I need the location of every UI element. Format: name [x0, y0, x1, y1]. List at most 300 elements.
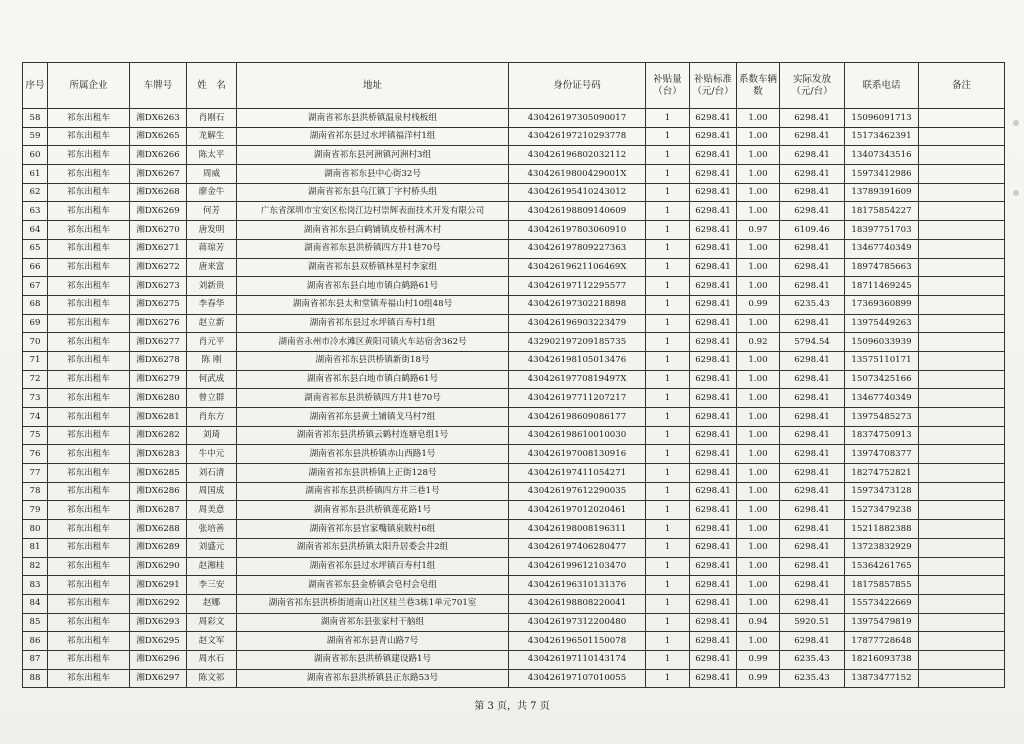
- table-row: [23, 277, 1005, 296]
- address-cell: 湖南省祁东县中心街32号: [237, 165, 509, 184]
- remark-cell: [919, 146, 1005, 165]
- table-row: [23, 202, 1005, 221]
- company-cell: 祁东出租车: [48, 202, 130, 221]
- subsidy-standard-cell: 6298.41: [690, 333, 737, 352]
- seq-cell: 82: [23, 557, 48, 576]
- phone-cell: 18274752821: [845, 464, 919, 483]
- id-number-cell: 432902197209185735: [509, 333, 646, 352]
- actual-payment-cell: 6298.41: [780, 314, 845, 333]
- coefficient-cell: 1.00: [737, 408, 780, 427]
- id-number-cell: 430426197210293778: [509, 127, 646, 146]
- remark-cell: [919, 221, 1005, 240]
- subsidy-qty-cell: 1: [646, 576, 690, 595]
- subsidy-qty-cell: 1: [646, 295, 690, 314]
- company-cell: 祁东出租车: [48, 482, 130, 501]
- phone-cell: 18374750913: [845, 426, 919, 445]
- company-cell: 祁东出租车: [48, 426, 130, 445]
- coefficient-cell: 1.00: [737, 557, 780, 576]
- address-cell: 湖南省祁东县洪桥镇云鹤村连塘皂组1号: [237, 426, 509, 445]
- table-row: [23, 333, 1005, 352]
- coefficient-cell: 1.00: [737, 632, 780, 651]
- remark-cell: [919, 202, 1005, 221]
- phone-cell: 18175854227: [845, 202, 919, 221]
- coefficient-cell: 1.00: [737, 109, 780, 128]
- header-seq: 序号: [23, 63, 48, 109]
- address-cell: 湖南省祁东县洪桥镇四方井1巷70号: [237, 389, 509, 408]
- subsidy-qty-cell: 1: [646, 520, 690, 539]
- subsidy-qty-cell: 1: [646, 482, 690, 501]
- table-row: [23, 613, 1005, 632]
- actual-payment-cell: 6298.41: [780, 520, 845, 539]
- actual-payment-cell: 6298.41: [780, 202, 845, 221]
- plate-cell: 湘DX6263: [130, 109, 187, 128]
- coefficient-cell: 1.00: [737, 351, 780, 370]
- table-row: [23, 482, 1005, 501]
- header-actual-payment: 实际发放（元/台）: [780, 63, 845, 109]
- actual-payment-cell: 6298.41: [780, 482, 845, 501]
- id-number-cell: 430426198809140609: [509, 202, 646, 221]
- phone-cell: 15973412986: [845, 165, 919, 184]
- table-row: [23, 165, 1005, 184]
- remark-cell: [919, 576, 1005, 595]
- phone-cell: 18216093738: [845, 650, 919, 669]
- table-row: [23, 146, 1005, 165]
- actual-payment-cell: 6109.46: [780, 221, 845, 240]
- actual-payment-cell: 6298.41: [780, 146, 845, 165]
- company-cell: 祁东出租车: [48, 520, 130, 539]
- coefficient-cell: 1.00: [737, 258, 780, 277]
- subsidy-standard-cell: 6298.41: [690, 632, 737, 651]
- id-number-cell: 430426197612290035: [509, 482, 646, 501]
- id-number-cell: 430426197110143174: [509, 650, 646, 669]
- subsidy-qty-cell: 1: [646, 445, 690, 464]
- subsidy-qty-cell: 1: [646, 464, 690, 483]
- id-number-cell: 430426197406280477: [509, 538, 646, 557]
- subsidy-qty-cell: 1: [646, 258, 690, 277]
- subsidy-qty-cell: 1: [646, 632, 690, 651]
- subsidy-standard-cell: 6298.41: [690, 501, 737, 520]
- subsidy-standard-cell: 6298.41: [690, 258, 737, 277]
- company-cell: 祁东出租车: [48, 445, 130, 464]
- subsidy-qty-cell: 1: [646, 183, 690, 202]
- seq-cell: 64: [23, 221, 48, 240]
- address-cell: 湖南省祁东县青山路7号: [237, 632, 509, 651]
- id-number-cell: 430426195410243012: [509, 183, 646, 202]
- subsidy-qty-cell: 1: [646, 314, 690, 333]
- name-cell: 陈太平: [187, 146, 237, 165]
- phone-cell: 15211882388: [845, 520, 919, 539]
- seq-cell: 61: [23, 165, 48, 184]
- phone-cell: 13789391609: [845, 183, 919, 202]
- plate-cell: 湘DX6297: [130, 669, 187, 688]
- scan-mark: [1013, 120, 1019, 126]
- subsidy-standard-cell: 6298.41: [690, 669, 737, 688]
- name-cell: 刘盛元: [187, 538, 237, 557]
- company-cell: 祁东出租车: [48, 165, 130, 184]
- header-phone: 联系电话: [845, 63, 919, 109]
- remark-cell: [919, 333, 1005, 352]
- phone-cell: 18974785663: [845, 258, 919, 277]
- remark-cell: [919, 295, 1005, 314]
- coefficient-cell: 1.00: [737, 501, 780, 520]
- seq-cell: 65: [23, 239, 48, 258]
- header-id-number: 身份证号码: [509, 63, 646, 109]
- plate-cell: 湘DX6286: [130, 482, 187, 501]
- subsidy-standard-cell: 6298.41: [690, 594, 737, 613]
- coefficient-cell: 1.00: [737, 127, 780, 146]
- name-cell: 唐来富: [187, 258, 237, 277]
- address-cell: 湖南省祁东县洪桥镇四方井1巷70号: [237, 239, 509, 258]
- remark-cell: [919, 557, 1005, 576]
- remark-cell: [919, 165, 1005, 184]
- actual-payment-cell: 6298.41: [780, 557, 845, 576]
- address-cell: 湖南省祁东县洪桥镇新街18号: [237, 351, 509, 370]
- plate-cell: 湘DX6265: [130, 127, 187, 146]
- table-row: [23, 351, 1005, 370]
- subsidy-standard-cell: 6298.41: [690, 109, 737, 128]
- id-number-cell: 430426198008196311: [509, 520, 646, 539]
- coefficient-cell: 1.00: [737, 594, 780, 613]
- table-row: [23, 258, 1005, 277]
- subsidy-qty-cell: 1: [646, 538, 690, 557]
- coefficient-cell: 0.99: [737, 295, 780, 314]
- company-cell: 祁东出租车: [48, 613, 130, 632]
- company-cell: 祁东出租车: [48, 295, 130, 314]
- address-cell: 湖南省祁东县洪桥镇建设路1号: [237, 650, 509, 669]
- subsidy-qty-cell: 1: [646, 165, 690, 184]
- table-row: [23, 576, 1005, 595]
- coefficient-cell: 1.00: [737, 370, 780, 389]
- page-number: 第 3 页，共 7 页: [474, 701, 550, 712]
- company-cell: 祁东出租车: [48, 221, 130, 240]
- header-address: 地址: [237, 63, 509, 109]
- actual-payment-cell: 6298.41: [780, 445, 845, 464]
- coefficient-cell: 0.92: [737, 333, 780, 352]
- plate-cell: 湘DX6291: [130, 576, 187, 595]
- phone-cell: 13873477152: [845, 669, 919, 688]
- company-cell: 祁东出租车: [48, 538, 130, 557]
- address-cell: 湖南省祁东县洪桥镇县正东路53号: [237, 669, 509, 688]
- phone-cell: 15573422669: [845, 594, 919, 613]
- table-row: [23, 239, 1005, 258]
- name-cell: 刘琦: [187, 426, 237, 445]
- company-cell: 祁东出租车: [48, 370, 130, 389]
- phone-cell: 13575110171: [845, 351, 919, 370]
- plate-cell: 湘DX6283: [130, 445, 187, 464]
- subsidy-standard-cell: 6298.41: [690, 165, 737, 184]
- subsidy-qty-cell: 1: [646, 239, 690, 258]
- actual-payment-cell: 5794.54: [780, 333, 845, 352]
- id-number-cell: 430426199612103470: [509, 557, 646, 576]
- coefficient-cell: 1.00: [737, 464, 780, 483]
- subsidy-qty-cell: 1: [646, 408, 690, 427]
- seq-cell: 72: [23, 370, 48, 389]
- remark-cell: [919, 613, 1005, 632]
- company-cell: 祁东出租车: [48, 669, 130, 688]
- table-row: [23, 501, 1005, 520]
- name-cell: 周彩文: [187, 613, 237, 632]
- seq-cell: 77: [23, 464, 48, 483]
- id-number-cell: 43042619621106469X: [509, 258, 646, 277]
- name-cell: 赵娜: [187, 594, 237, 613]
- name-cell: 何武成: [187, 370, 237, 389]
- actual-payment-cell: 6235.43: [780, 295, 845, 314]
- company-cell: 祁东出租车: [48, 277, 130, 296]
- remark-cell: [919, 239, 1005, 258]
- table-row: [23, 221, 1005, 240]
- table-row: [23, 464, 1005, 483]
- name-cell: 龙解生: [187, 127, 237, 146]
- plate-cell: 湘DX6267: [130, 165, 187, 184]
- name-cell: 李春华: [187, 295, 237, 314]
- address-cell: 湖南省祁东县河洲镇河洲村3组: [237, 146, 509, 165]
- remark-cell: [919, 632, 1005, 651]
- subsidy-standard-cell: 6298.41: [690, 146, 737, 165]
- phone-cell: 13467740349: [845, 239, 919, 258]
- table-row: [23, 669, 1005, 688]
- subsidy-standard-cell: 6298.41: [690, 426, 737, 445]
- subsidy-standard-cell: 6298.41: [690, 557, 737, 576]
- name-cell: 何芳: [187, 202, 237, 221]
- subsidy-standard-cell: 6298.41: [690, 183, 737, 202]
- name-cell: 李三安: [187, 576, 237, 595]
- plate-cell: 湘DX6282: [130, 426, 187, 445]
- address-cell: 湖南省祁东县太和堂镇寿福山村10组48号: [237, 295, 509, 314]
- table-row: [23, 389, 1005, 408]
- company-cell: 祁东出租车: [48, 109, 130, 128]
- address-cell: 湖南省祁东县洪桥镇温泉村栈板组: [237, 109, 509, 128]
- actual-payment-cell: 6298.41: [780, 183, 845, 202]
- phone-cell: 13975479819: [845, 613, 919, 632]
- table-row: [23, 408, 1005, 427]
- scan-mark: [1013, 190, 1019, 196]
- seq-cell: 69: [23, 314, 48, 333]
- address-cell: 湖南省祁东县张家村干脑组: [237, 613, 509, 632]
- coefficient-cell: 1.00: [737, 146, 780, 165]
- subsidy-standard-cell: 6298.41: [690, 202, 737, 221]
- subsidy-qty-cell: 1: [646, 202, 690, 221]
- table-row: [23, 426, 1005, 445]
- actual-payment-cell: 6298.41: [780, 239, 845, 258]
- id-number-cell: 430426198610010030: [509, 426, 646, 445]
- name-cell: 肖东方: [187, 408, 237, 427]
- plate-cell: 湘DX6285: [130, 464, 187, 483]
- company-cell: 祁东出租车: [48, 389, 130, 408]
- id-number-cell: 430426196903223479: [509, 314, 646, 333]
- plate-cell: 湘DX6287: [130, 501, 187, 520]
- subsidy-standard-cell: 6298.41: [690, 277, 737, 296]
- actual-payment-cell: 6235.43: [780, 669, 845, 688]
- phone-cell: 13975449263: [845, 314, 919, 333]
- plate-cell: 湘DX6270: [130, 221, 187, 240]
- id-number-cell: 430426197107010055: [509, 669, 646, 688]
- remark-cell: [919, 109, 1005, 128]
- seq-cell: 59: [23, 127, 48, 146]
- seq-cell: 62: [23, 183, 48, 202]
- coefficient-cell: 0.97: [737, 221, 780, 240]
- address-cell: 湖南省祁东县金桥镇会皂村会皂组: [237, 576, 509, 595]
- phone-cell: 17369360899: [845, 295, 919, 314]
- company-cell: 祁东出租车: [48, 557, 130, 576]
- actual-payment-cell: 6298.41: [780, 538, 845, 557]
- phone-cell: 13467740349: [845, 389, 919, 408]
- id-number-cell: 430426197711207217: [509, 389, 646, 408]
- actual-payment-cell: 6298.41: [780, 426, 845, 445]
- id-number-cell: 430426197302218898: [509, 295, 646, 314]
- header-subsidy-qty: 补贴量（台）: [646, 63, 690, 109]
- seq-cell: 83: [23, 576, 48, 595]
- coefficient-cell: 0.99: [737, 650, 780, 669]
- header-name: 姓 名: [187, 63, 237, 109]
- subsidy-qty-cell: 1: [646, 333, 690, 352]
- company-cell: 祁东出租车: [48, 501, 130, 520]
- address-cell: 湖南省祁东县过水坪镇福洋村1组: [237, 127, 509, 146]
- seq-cell: 74: [23, 408, 48, 427]
- subsidy-standard-cell: 6298.41: [690, 482, 737, 501]
- subsidy-standard-cell: 6298.41: [690, 538, 737, 557]
- plate-cell: 湘DX6268: [130, 183, 187, 202]
- address-cell: 湖南省祁东县洪桥镇赤山西路1号: [237, 445, 509, 464]
- subsidy-qty-cell: 1: [646, 221, 690, 240]
- subsidy-qty-cell: 1: [646, 501, 690, 520]
- phone-cell: 13975485273: [845, 408, 919, 427]
- table-row: [23, 370, 1005, 389]
- company-cell: 祁东出租车: [48, 127, 130, 146]
- company-cell: 祁东出租车: [48, 183, 130, 202]
- table-row: [23, 594, 1005, 613]
- plate-cell: 湘DX6288: [130, 520, 187, 539]
- seq-cell: 80: [23, 520, 48, 539]
- remark-cell: [919, 520, 1005, 539]
- subsidy-standard-cell: 6298.41: [690, 464, 737, 483]
- address-cell: 湖南省永州市冷水滩区黄阳司镇火车站宿舍362号: [237, 333, 509, 352]
- plate-cell: 湘DX6278: [130, 351, 187, 370]
- remark-cell: [919, 127, 1005, 146]
- coefficient-cell: 1.00: [737, 165, 780, 184]
- address-cell: 广东省深圳市宝安区松岗江边村崇辉表面技术开发有限公司: [237, 202, 509, 221]
- name-cell: 肖刚石: [187, 109, 237, 128]
- address-cell: 湖南省祁东县白地市镇白鹤路61号: [237, 370, 509, 389]
- subsidy-standard-cell: 6298.41: [690, 351, 737, 370]
- name-cell: 唐发明: [187, 221, 237, 240]
- remark-cell: [919, 370, 1005, 389]
- remark-cell: [919, 445, 1005, 464]
- id-number-cell: 430426197803060910: [509, 221, 646, 240]
- table-row: [23, 445, 1005, 464]
- id-number-cell: 430426197411054271: [509, 464, 646, 483]
- plate-cell: 湘DX6281: [130, 408, 187, 427]
- phone-cell: 18397751703: [845, 221, 919, 240]
- actual-payment-cell: 6298.41: [780, 258, 845, 277]
- name-cell: 刘石清: [187, 464, 237, 483]
- subsidy-qty-cell: 1: [646, 146, 690, 165]
- table-row: [23, 127, 1005, 146]
- table-row: [23, 557, 1005, 576]
- subsidy-standard-cell: 6298.41: [690, 221, 737, 240]
- table-row: [23, 314, 1005, 333]
- name-cell: 周威: [187, 165, 237, 184]
- actual-payment-cell: 6298.41: [780, 277, 845, 296]
- subsidy-standard-cell: 6298.41: [690, 314, 737, 333]
- actual-payment-cell: 6298.41: [780, 464, 845, 483]
- name-cell: 周美意: [187, 501, 237, 520]
- seq-cell: 73: [23, 389, 48, 408]
- seq-cell: 75: [23, 426, 48, 445]
- subsidy-qty-cell: 1: [646, 277, 690, 296]
- table-row: [23, 632, 1005, 651]
- company-cell: 祁东出租车: [48, 146, 130, 165]
- header-subsidy-standard: 补贴标准（元/台）: [690, 63, 737, 109]
- seq-cell: 87: [23, 650, 48, 669]
- actual-payment-cell: 6298.41: [780, 351, 845, 370]
- remark-cell: [919, 650, 1005, 669]
- phone-cell: 15096033939: [845, 333, 919, 352]
- table-row: [23, 183, 1005, 202]
- actual-payment-cell: 6298.41: [780, 165, 845, 184]
- id-number-cell: 430426197008130916: [509, 445, 646, 464]
- remark-cell: [919, 258, 1005, 277]
- coefficient-cell: 1.00: [737, 314, 780, 333]
- remark-cell: [919, 277, 1005, 296]
- company-cell: 祁东出租车: [48, 594, 130, 613]
- seq-cell: 66: [23, 258, 48, 277]
- remark-cell: [919, 183, 1005, 202]
- subsidy-standard-cell: 6298.41: [690, 389, 737, 408]
- plate-cell: 湘DX6272: [130, 258, 187, 277]
- seq-cell: 76: [23, 445, 48, 464]
- coefficient-cell: 1.00: [737, 482, 780, 501]
- seq-cell: 68: [23, 295, 48, 314]
- actual-payment-cell: 6298.41: [780, 389, 845, 408]
- seq-cell: 67: [23, 277, 48, 296]
- company-cell: 祁东出租车: [48, 258, 130, 277]
- phone-cell: 13723832929: [845, 538, 919, 557]
- header-plate: 车牌号: [130, 63, 187, 109]
- address-cell: 湖南省祁东县洪桥镇太阳升居委会井2组: [237, 538, 509, 557]
- id-number-cell: 430426198808220041: [509, 594, 646, 613]
- remark-cell: [919, 538, 1005, 557]
- id-number-cell: 430426197312200480: [509, 613, 646, 632]
- subsidy-standard-cell: 6298.41: [690, 127, 737, 146]
- phone-cell: 17877728648: [845, 632, 919, 651]
- subsidy-qty-cell: 1: [646, 650, 690, 669]
- address-cell: 湖南省祁东县洪桥镇四方井三巷1号: [237, 482, 509, 501]
- phone-cell: 15973473128: [845, 482, 919, 501]
- id-number-cell: 430426196802032112: [509, 146, 646, 165]
- phone-cell: 18175857855: [845, 576, 919, 595]
- name-cell: 肖元平: [187, 333, 237, 352]
- address-cell: 湖南省祁东县官家嘴镇泉陂村6组: [237, 520, 509, 539]
- phone-cell: 13974708377: [845, 445, 919, 464]
- plate-cell: 湘DX6295: [130, 632, 187, 651]
- plate-cell: 湘DX6273: [130, 277, 187, 296]
- plate-cell: 湘DX6266: [130, 146, 187, 165]
- subsidy-qty-cell: 1: [646, 109, 690, 128]
- subsidy-qty-cell: 1: [646, 370, 690, 389]
- phone-cell: 15073425166: [845, 370, 919, 389]
- remark-cell: [919, 482, 1005, 501]
- header-coefficient: 系数车辆数: [737, 63, 780, 109]
- actual-payment-cell: 6298.41: [780, 576, 845, 595]
- coefficient-cell: 0.99: [737, 669, 780, 688]
- remark-cell: [919, 594, 1005, 613]
- table-body: [23, 109, 1005, 688]
- name-cell: 刘新贵: [187, 277, 237, 296]
- plate-cell: 湘DX6271: [130, 239, 187, 258]
- subsidy-standard-cell: 6298.41: [690, 650, 737, 669]
- remark-cell: [919, 426, 1005, 445]
- name-cell: 赵文军: [187, 632, 237, 651]
